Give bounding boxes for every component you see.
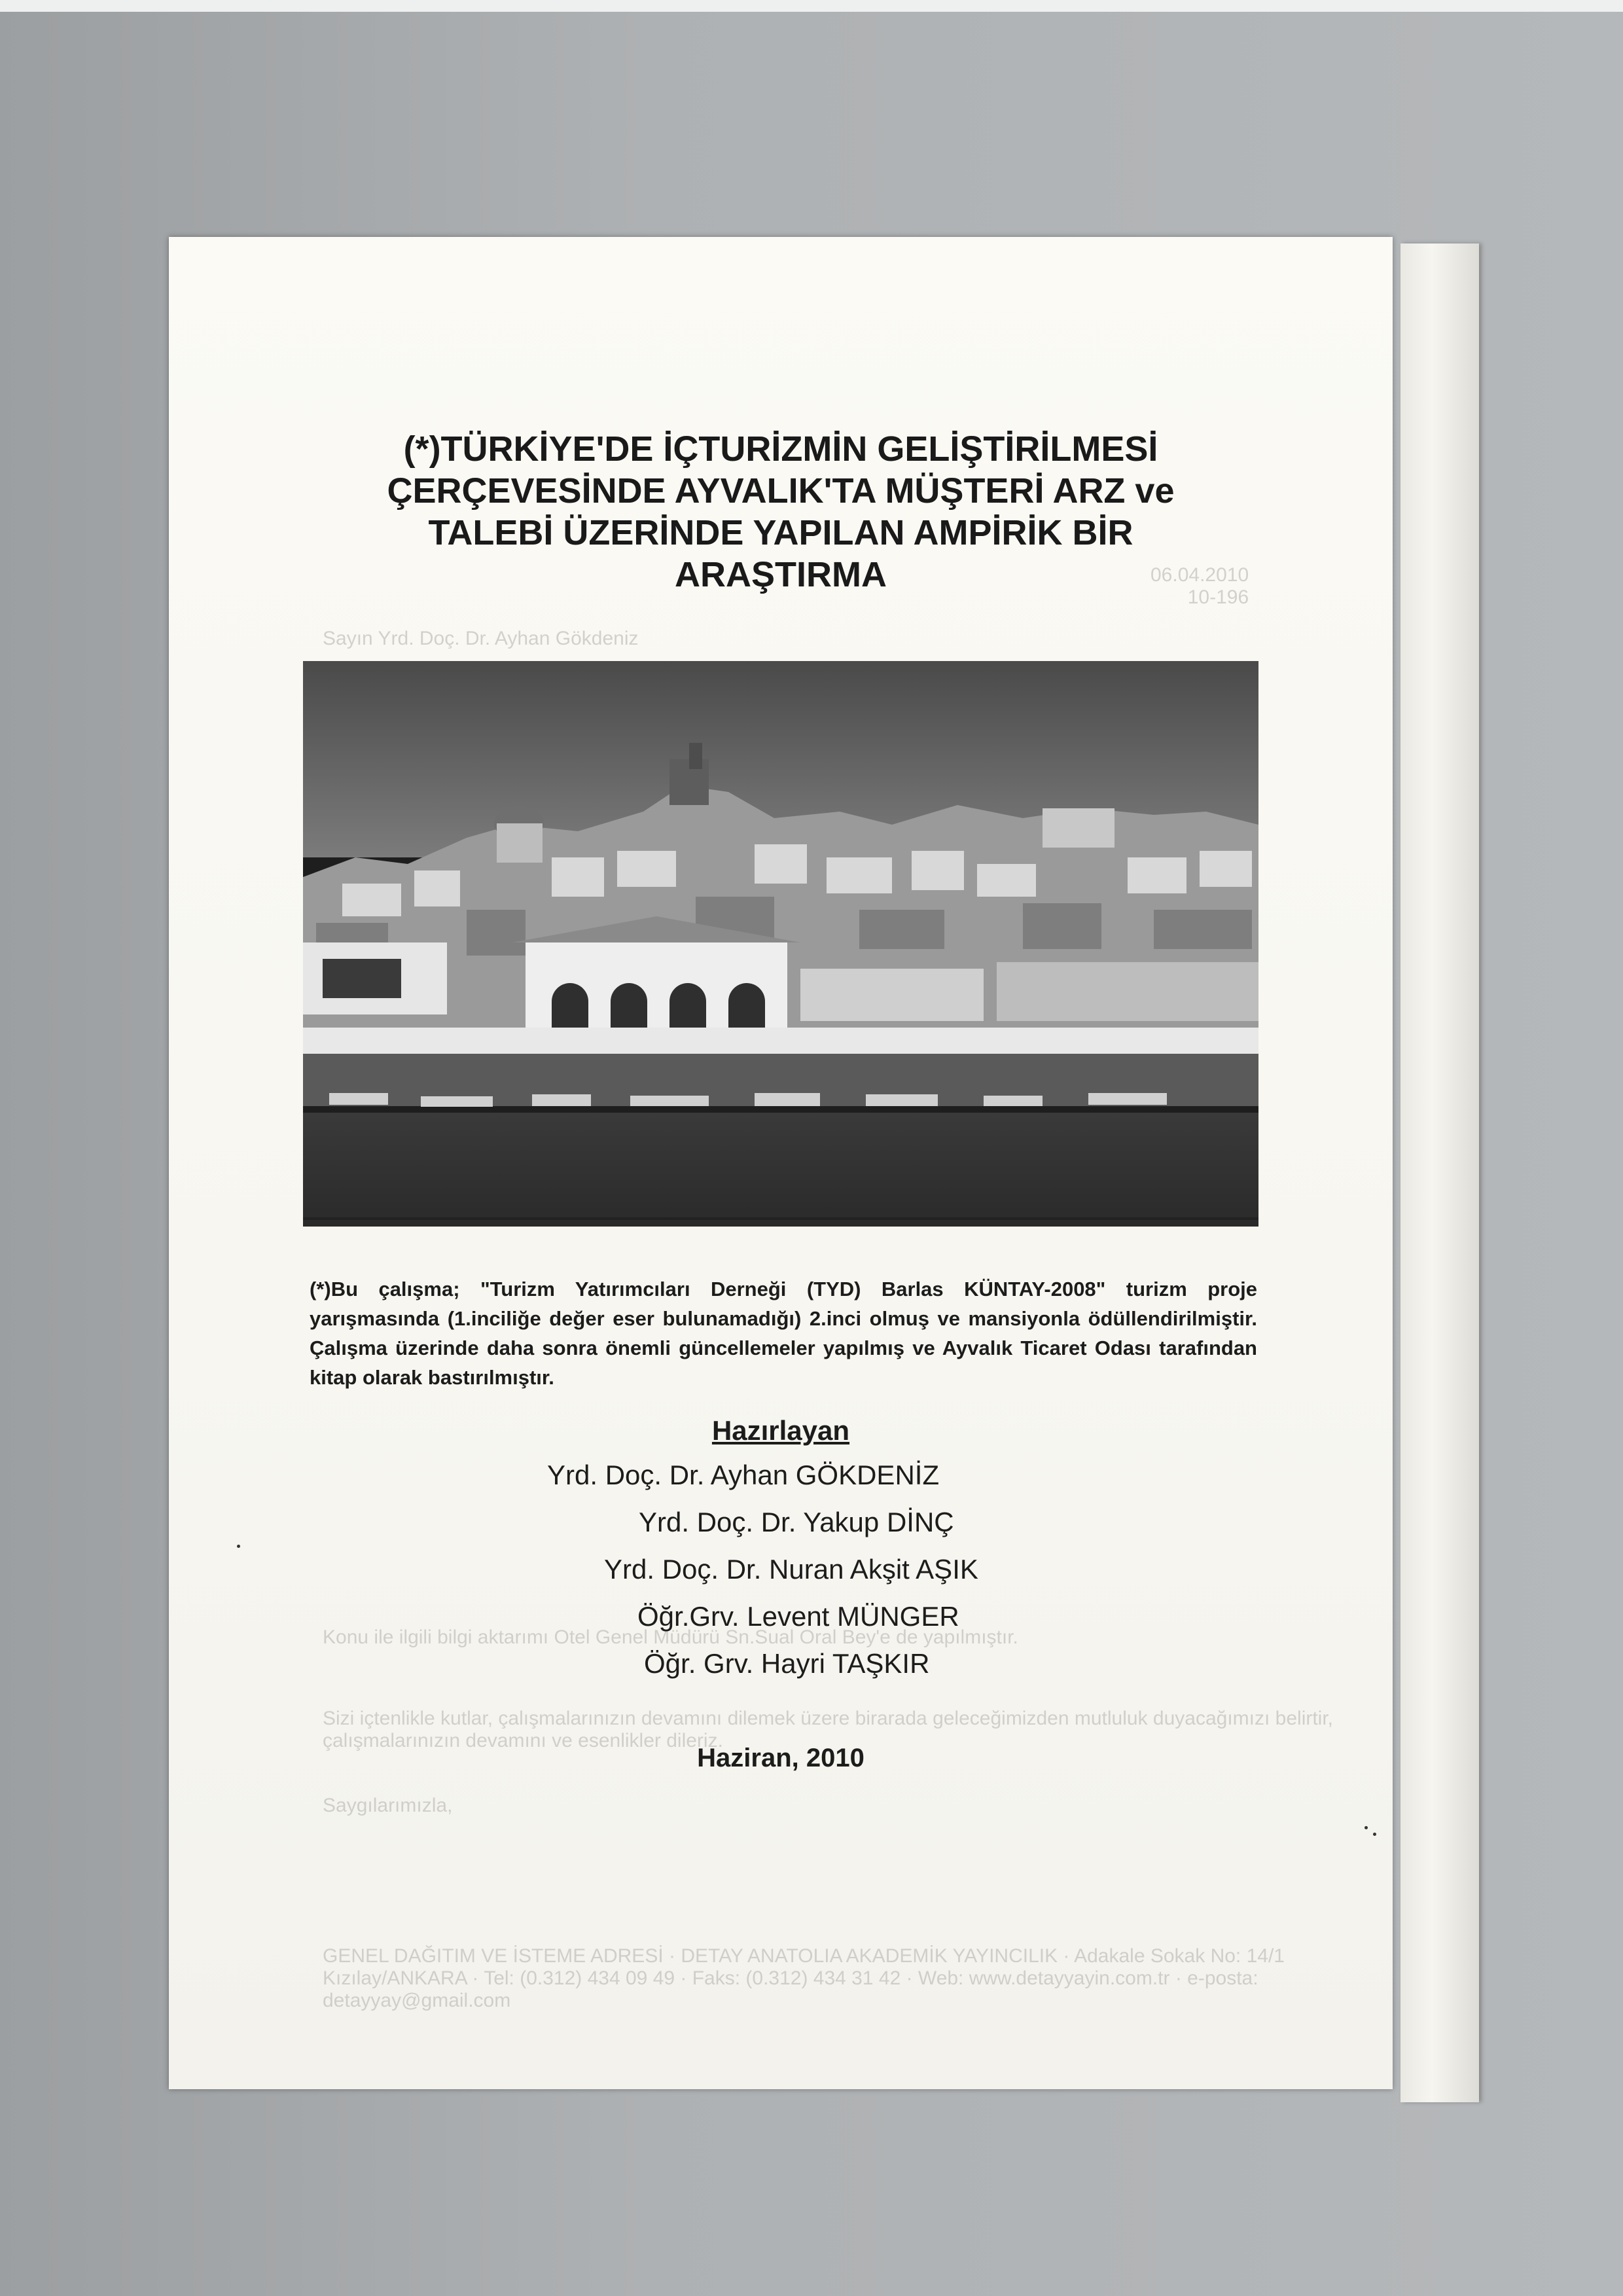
author-3: Yrd. Doç. Dr. Nuran Akşit AŞIK: [604, 1554, 978, 1585]
author-4: Öğr.Grv. Levent MÜNGER: [637, 1601, 959, 1632]
show-through-closing: Saygılarımızla,: [323, 1795, 453, 1816]
harbor-photo-icon: [303, 661, 1258, 1227]
author-5: Öğr. Grv. Hayri TAŞKIR: [644, 1648, 930, 1679]
prepared-by-heading: Hazırlayan: [711, 1415, 850, 1446]
title-line-1: (*)TÜRKİYE'DE İÇTURİZMİN GELİŞTİRİLMESİ: [403, 429, 1158, 469]
back-sheet-edge: [1400, 243, 1479, 2102]
author-1: Yrd. Doç. Dr. Ayhan GÖKDENİZ: [547, 1460, 940, 1490]
show-through-publisher: GENEL DAĞITIM VE İSTEME ADRESİ · DETAY ANATOLIA AKADEMİK YAYINCILIK · Adakale Sokak No: 14/1 Kızılay/ANKARA · Tel: (0.312) 434 09 49 · Faks: (0.312) 434 31 42 · Web: www.detayyayin.com.tr · e-posta: detayyay@gmail.com: [323, 1945, 1285, 2011]
publication-date: Haziran, 2010: [697, 1744, 865, 1772]
show-through-ref-no: 10-196: [1187, 586, 1249, 608]
show-through-line-b: Sizi içtenlikle kutlar, çalışmalarınızın devamını dilemek üzere birarada geleceğimizden mutluluk duyacağımızı belirtir, çalışmalarınızın devamını ve esenlikler dileriz.: [323, 1708, 1334, 1751]
document-title: [280, 428, 1281, 596]
scan-speck: [1364, 1826, 1368, 1829]
show-through-salutation: Sayın Yrd. Doç. Dr. Ayhan Gökdeniz: [323, 628, 639, 649]
scan-top-edge: [0, 0, 1623, 12]
photo-rule: [303, 1217, 1258, 1220]
title-line-4: ARAŞTIRMA: [675, 555, 887, 594]
title-page: [169, 237, 1393, 2089]
cover-photo: [303, 661, 1258, 1227]
show-through-date-ref: 06.04.2010: [1150, 564, 1249, 586]
title-line-3: TALEBİ ÜZERİNDE YAPILAN AMPİRİK BİR: [428, 513, 1133, 552]
scan-speck: [1373, 1833, 1376, 1836]
author-2: Yrd. Doç. Dr. Yakup DİNÇ: [639, 1507, 954, 1537]
scan-speck: [237, 1545, 240, 1548]
award-note: (*)Bu çalışma; "Turizm Yatırımcıları Derneği (TYD) Barlas KÜNTAY-2008" turizm proje yarışmasında (1.inciliğe değer eser bulunamadığı) 2.inci olmuş ve mansiyonla ödüllendirilmiştir. Çalışma üzerinde daha sonra önemli güncellemeler yapılmış ve Ayvalık Ticaret Odası tarafından kitap olarak bastırılmıştır.: [310, 1278, 1257, 1389]
show-through-line-a: Konu ile ilgili bilgi aktarımı Otel Genel Müdürü Sn.Sual Oral Bey'e de yapılmıştır.: [323, 1626, 1018, 1648]
title-line-2: ÇERÇEVESİNDE AYVALIK'TA MÜŞTERİ ARZ ve: [387, 471, 1175, 511]
